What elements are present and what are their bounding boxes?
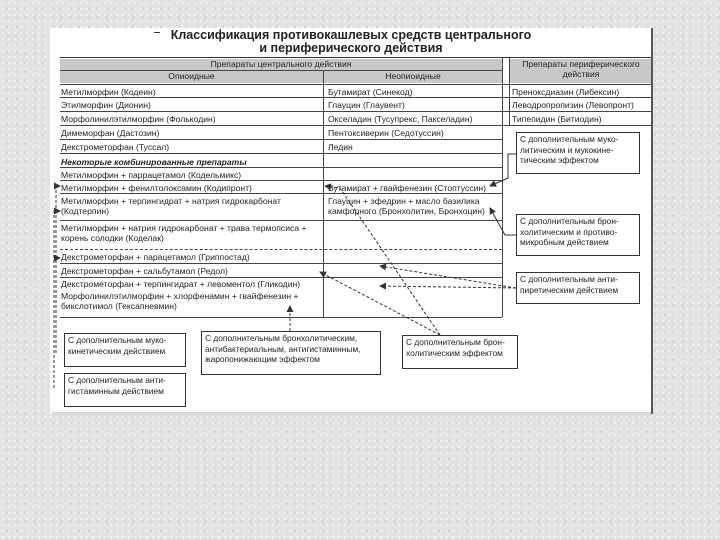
grid-line [60, 317, 502, 318]
grid-line [60, 263, 502, 264]
row-0-nonopioid: Бутамират (Синекод) [328, 87, 413, 97]
header-opioid: Опиоидные [60, 71, 323, 83]
combined-2-left: Метилморфин + терпингидрат + натрия гидрокарбонат (Кодтерпин) [61, 196, 281, 216]
header-nonopioid: Неопиоидные [324, 71, 502, 83]
row-3-nonopioid: Пентоксиверин (Седотуссин) [328, 128, 444, 138]
arrow-mucolytic [490, 154, 516, 186]
grid-dash-line [60, 249, 502, 250]
column-divider [323, 70, 324, 317]
row-2-nonopioid: Окселадин (Тусупрекс, Пакселадин) [328, 114, 473, 124]
combined-2-right: Глауцин + эфедрин + масло базилика камфорного (Бронхолитин, Бронхоцин) [328, 196, 485, 216]
grid-line [60, 153, 502, 154]
grid-line [60, 97, 652, 98]
page-shadow [52, 412, 652, 417]
row-2-peripheral: Типепидин (Битиодин) [512, 114, 602, 124]
combined-7-left: Морфолинилэтилморфин + хлорфенамин + гвайфенезин + бикслотимол (Гексапневмин) [61, 291, 299, 311]
arrow-antihistamine-1 [54, 211, 60, 388]
row-4-opioid: Декстрометорфан (Туссал) [61, 142, 170, 152]
row-2-opioid: Морфолинилэтилморфин (Фолькодин) [61, 114, 216, 124]
arrow-broncho-2 [320, 272, 440, 335]
row-3-opioid: Димеморфан (Дастозин) [61, 128, 160, 138]
classification-title [50, 29, 652, 55]
grid-line [60, 220, 502, 221]
note-mucokinetic: С дополнительным муко-кинетическим действием [64, 333, 186, 367]
title-line-1: Классификация противокашлевых средств центрального [170, 28, 532, 42]
arrow-antipyretic-2 [380, 286, 516, 288]
note-antihistamine: С дополнительным анти-гистаминным действием [64, 373, 186, 407]
grid-line [60, 70, 502, 71]
note-broncholytic-antimicrobial: С дополнительным брон-холитическим и противо-микробным действием [516, 214, 640, 256]
grid-line [60, 193, 502, 194]
note-antipyretic: С дополнительным анти-пиретическим действием [516, 272, 640, 304]
row-0-opioid: Метилморфин (Кодеин) [61, 87, 156, 97]
combined-6-left: Декстрометорфан + терпингидрат + левоментол (Гликодин) [61, 279, 301, 289]
grid-line [60, 111, 652, 112]
combined-1-right: Бутамират + гвайфенезин (Стоптуссин) [328, 183, 486, 193]
grid-line [60, 125, 652, 126]
grid-line [60, 180, 502, 181]
page-right-border [651, 28, 653, 414]
row-1-peripheral: Леводропропизин (Левопронт) [512, 100, 634, 110]
row-1-nonopioid: Глауцин (Глаувент) [328, 100, 405, 110]
row-4-nonopioid: Ледин [328, 142, 353, 152]
header-central: Препараты центрального действия [60, 59, 502, 70]
grid-line [60, 277, 502, 278]
note-broncholytic: С дополнительным брон-холитическим эффектом [402, 335, 518, 369]
arrow-mucokinetic [56, 186, 60, 353]
document-page [50, 28, 652, 414]
note-multi-effect: С дополнительным бронхолитическим, антибактериальным, антигистаминным, жаропонижающим эффектом [201, 331, 381, 375]
row-0-peripheral: Преноксдиазин (Либексин) [512, 87, 620, 97]
note-mucolytic: С дополнительным муко-литическим и мукокине-тическим эффектом [516, 132, 640, 174]
combined-0-left: Метилморфин + паррацетамол (Кодельмикс) [61, 170, 242, 180]
column-divider [509, 58, 510, 125]
title-divider [60, 57, 652, 58]
combined-3-left: Метилморфин + натрия гидрокарбонат + трава термопсиса + корень солодки (Коделак) [61, 223, 307, 243]
grid-line [60, 167, 502, 168]
combined-5-left: Декстрометорфан + сальбутамол (Редол) [61, 266, 228, 276]
header-peripheral: Препараты периферического действия [510, 59, 652, 83]
combined-1-left: Метилморфин + фенилтолоксамин (Кодипронт) [61, 183, 252, 193]
combined-header: Некоторые комбинированные препараты [61, 157, 247, 167]
grid-line [60, 139, 502, 140]
column-divider [502, 58, 503, 317]
grid-line [60, 84, 652, 85]
combined-4-left: Декстрометорфан + парацетамол (Гриппостад) [61, 252, 250, 262]
row-1-opioid: Этилморфин (Дионин) [61, 100, 151, 110]
title-line-2: и периферического действия [259, 41, 443, 55]
